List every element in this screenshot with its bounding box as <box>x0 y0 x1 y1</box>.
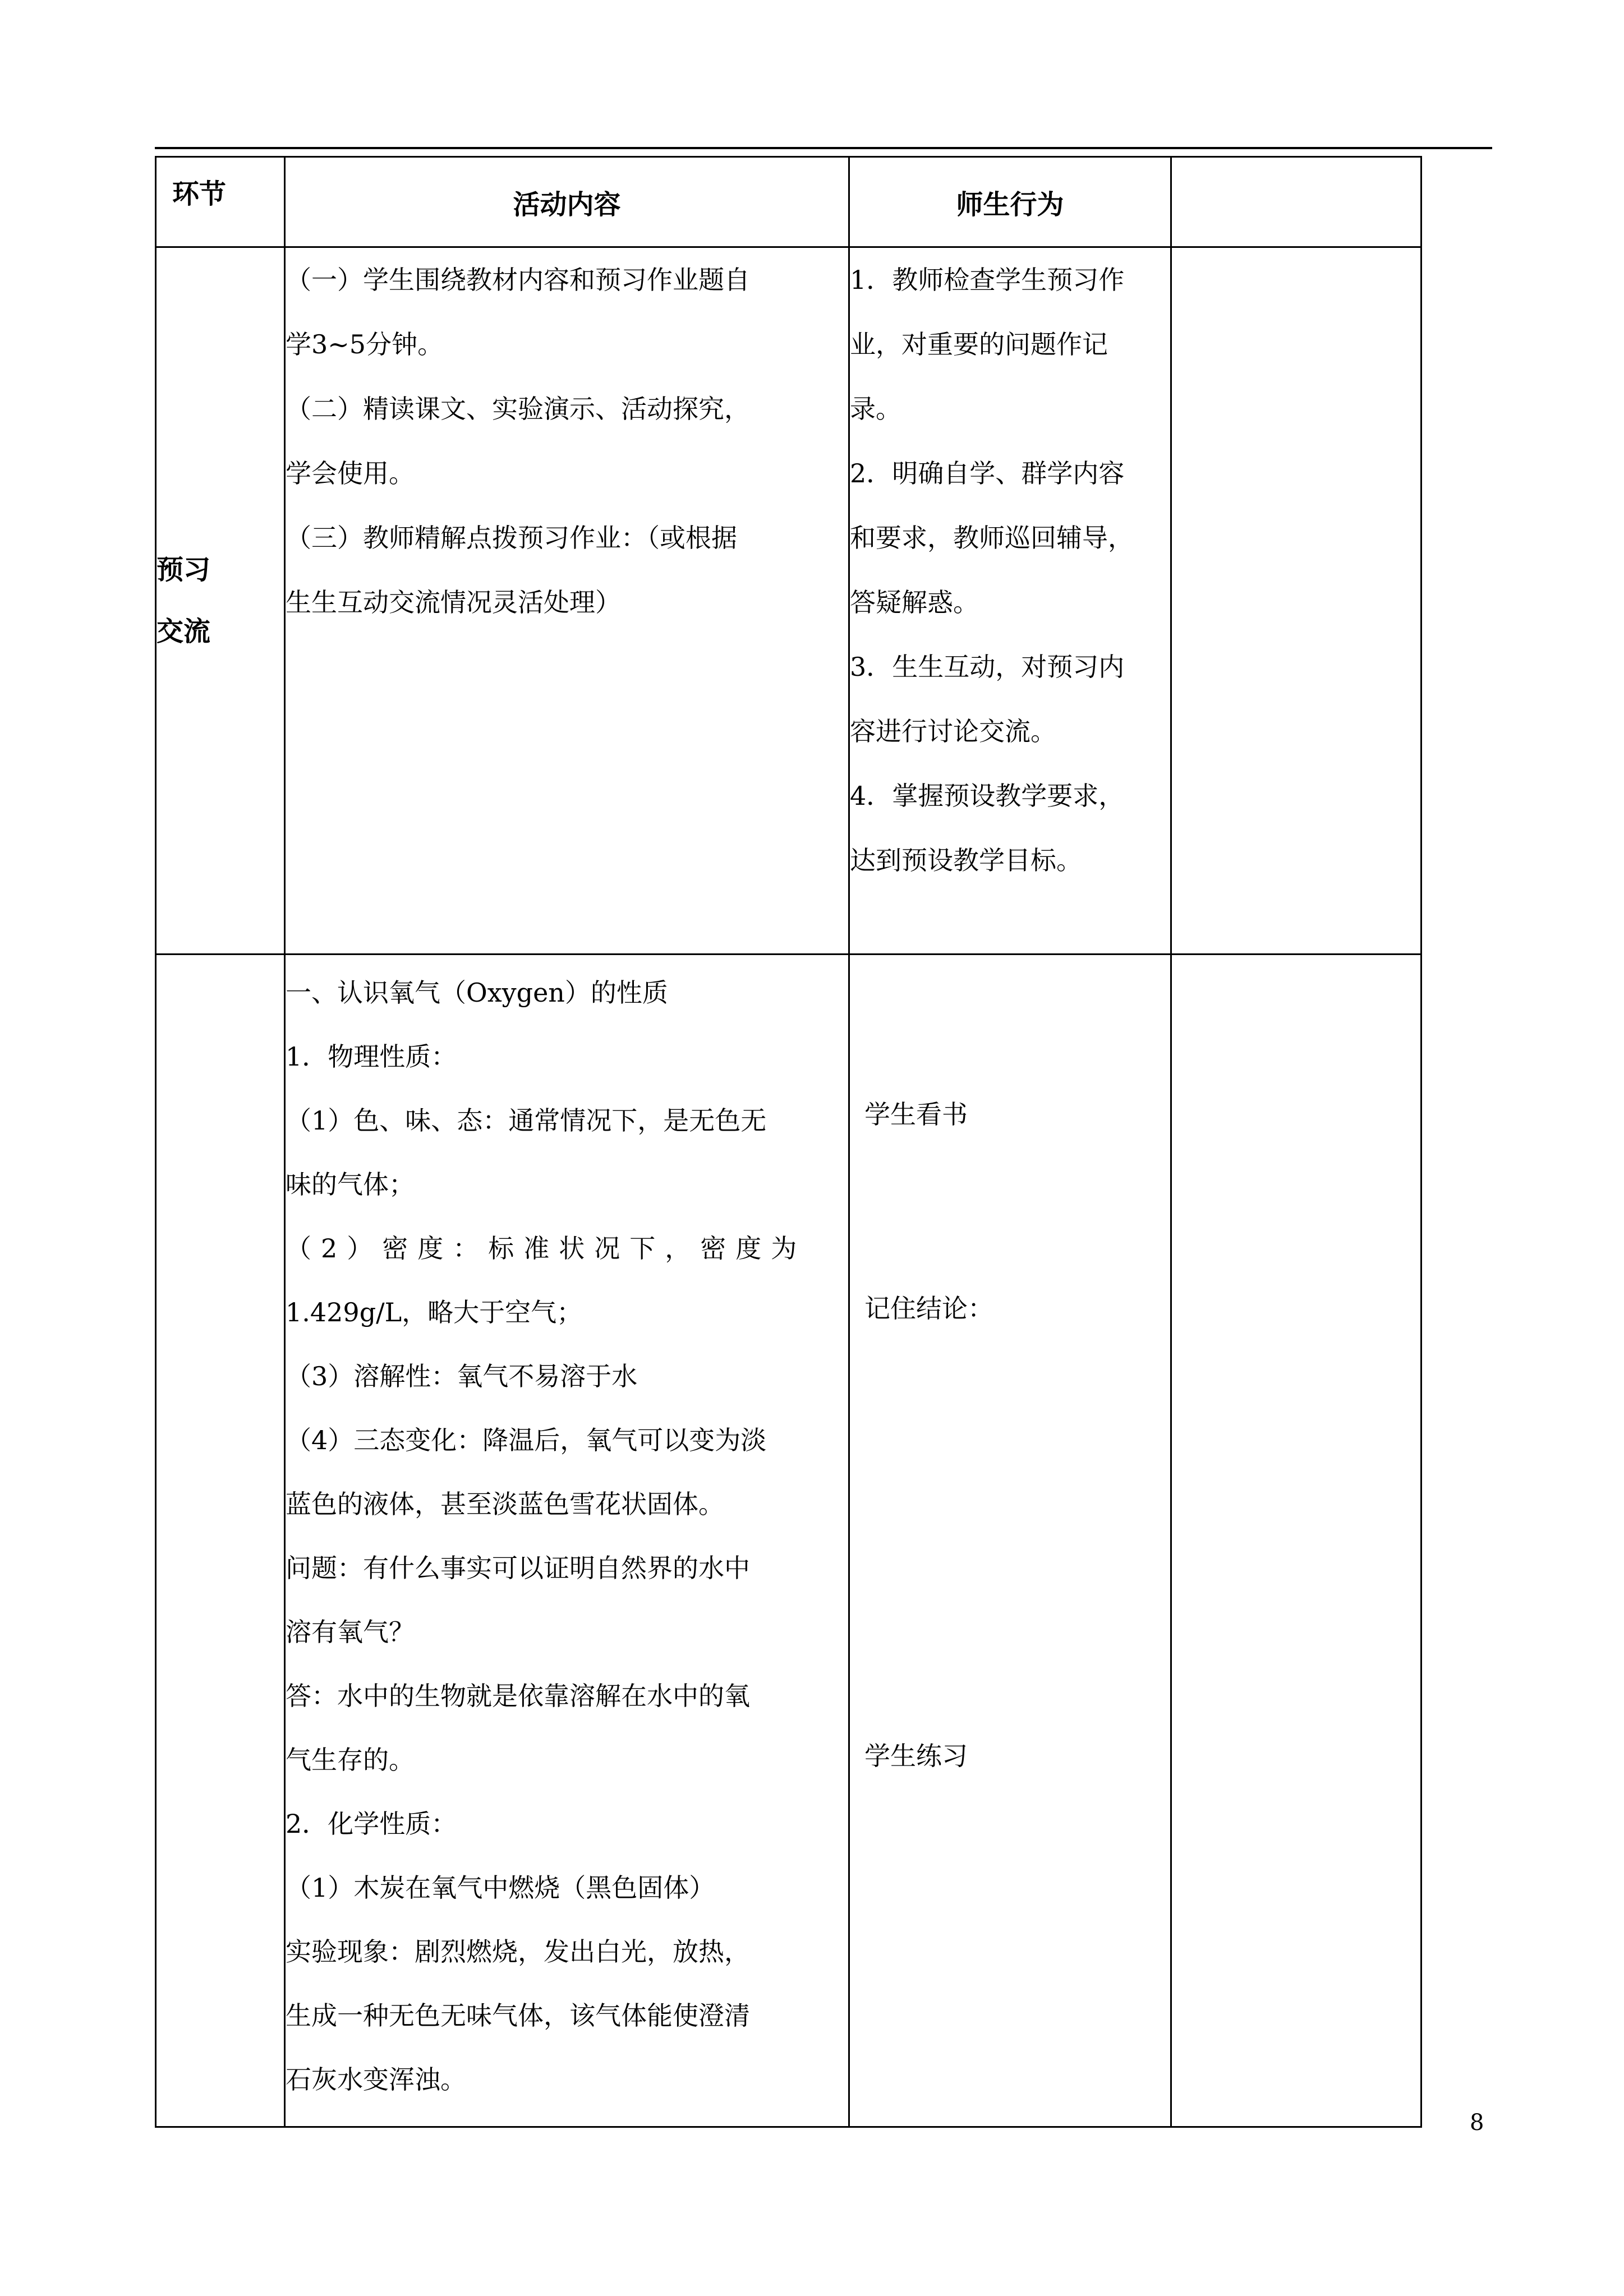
activity-line: 学会使用。 <box>286 458 415 488</box>
stage-cell <box>156 955 285 2127</box>
activity-line: 生成一种无色无味气体，该气体能使澄清 <box>286 2000 750 2031</box>
activity-line: 生生互动交流情况灵活处理） <box>286 587 621 617</box>
activity-line: （1）木炭在氧气中燃烧（黑色固体） <box>286 1873 715 1903</box>
header-extra <box>1171 157 1421 247</box>
activity-line: 1．物理性质： <box>286 1041 457 1072</box>
behavior-line: 1．教师检查学生预习作 <box>850 265 1125 295</box>
behavior-line: 和要求，教师巡回辅导， <box>850 523 1134 553</box>
stage-label-line: 预习 <box>157 554 211 585</box>
activity-line: （2）密度：标准状况下，密度为 <box>286 1233 807 1264</box>
activity-line: 1.429g/L，略大于空气； <box>286 1297 583 1327</box>
stage-label-line: 交流 <box>157 616 211 647</box>
extra-cell <box>1171 955 1421 2127</box>
activity-line: 2．化学性质： <box>286 1809 457 1839</box>
activity-line: （一）学生围绕教材内容和预习作业题自 <box>286 265 750 295</box>
activity-line: 学3~5分钟。 <box>286 329 444 359</box>
behavior-line: 3．生生互动，对预习内 <box>850 652 1125 682</box>
activity-line: 溶有氧气？ <box>286 1617 415 1647</box>
behavior-line: 答疑解惑。 <box>850 587 979 617</box>
behavior-line: 录。 <box>850 394 901 424</box>
header-row <box>156 157 1421 247</box>
behavior-line: 4．掌握预设教学要求， <box>850 781 1125 811</box>
behavior-note: 学生看书 <box>864 1099 968 1129</box>
activity-line: 味的气体； <box>286 1169 415 1200</box>
lesson-plan-table <box>155 156 1422 2128</box>
activity-line: 问题：有什么事实可以证明自然界的水中 <box>286 1553 750 1583</box>
behavior-cell <box>849 247 1171 955</box>
behavior-line: 2．明确自学、群学内容 <box>850 458 1125 488</box>
activity-line: （三）教师精解点拨预习作业：（或根据 <box>286 523 737 553</box>
header-rule <box>155 147 1492 149</box>
activity-line: 蓝色的液体，甚至淡蓝色雪花状固体。 <box>286 1489 724 1519</box>
behavior-note: 记住结论： <box>864 1293 993 1324</box>
behavior-line: 达到预设教学目标。 <box>850 845 1082 875</box>
activity-line: （1）色、味、态：通常情况下，是无色无 <box>286 1105 767 1136</box>
behavior-line: 业，对重要的问题作记 <box>850 329 1108 359</box>
activity-line: （4）三态变化：降温后，氧气可以变为淡 <box>286 1425 767 1455</box>
table-row <box>156 247 1421 955</box>
activity-line: 实验现象：剧烈燃烧，发出白光，放热， <box>286 1937 750 1967</box>
behavior-line: 容进行讨论交流。 <box>850 716 1056 746</box>
page-number: 8 <box>1470 2110 1484 2136</box>
activity-cell <box>285 955 849 2127</box>
activity-line: 一、认识氧气（Oxygen）的性质 <box>286 978 668 1008</box>
stage-cell <box>156 247 285 955</box>
activity-line: （3）溶解性：氧气不易溶于水 <box>286 1361 638 1391</box>
activity-line: 气生存的。 <box>286 1745 415 1775</box>
behavior-note: 学生练习 <box>864 1741 968 1771</box>
header-activity: 活动内容 <box>285 157 849 247</box>
header-behavior: 师生行为 <box>849 157 1171 247</box>
activity-cell <box>285 247 849 955</box>
activity-line: （二）精读课文、实验演示、活动探究， <box>286 394 750 424</box>
table-row <box>156 955 1421 2127</box>
behavior-cell <box>849 955 1171 2127</box>
header-stage: 环节 <box>156 157 285 247</box>
activity-line: 答：水中的生物就是依靠溶解在水中的氧 <box>286 1681 750 1711</box>
extra-cell <box>1171 247 1421 955</box>
activity-line: 石灰水变浑浊。 <box>286 2064 466 2095</box>
